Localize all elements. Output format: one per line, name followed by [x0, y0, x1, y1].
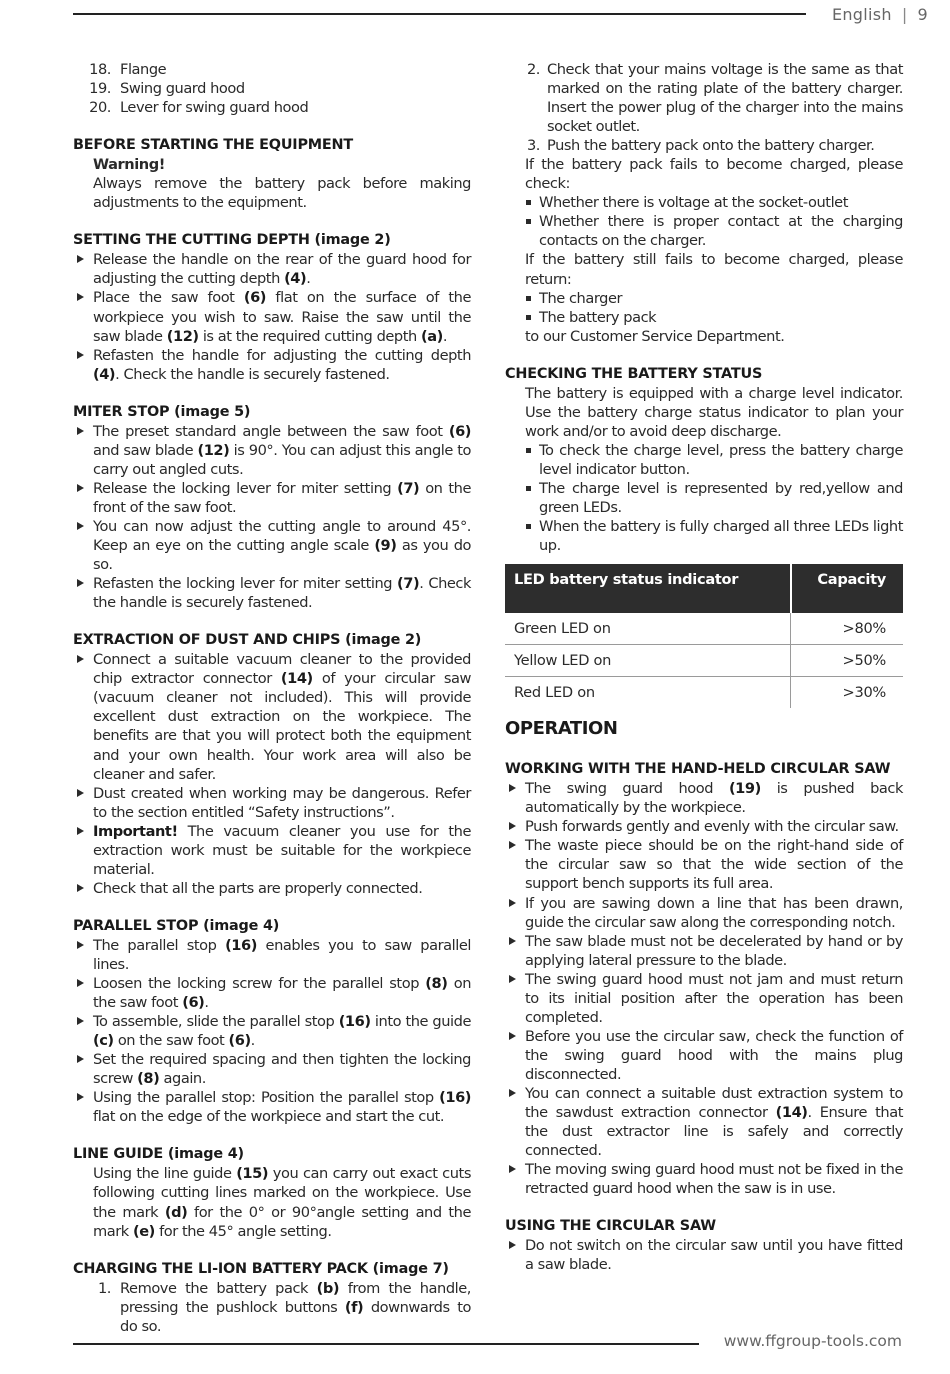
list-item: The battery pack	[525, 308, 903, 327]
list-item: 20. Lever for swing guard hood	[89, 99, 309, 117]
list-item: If you are sawing down a line that has been drawn, guide the circular saw along the corresponding notch.	[505, 894, 903, 932]
bullet-list	[505, 779, 903, 1198]
table-cell: >50%	[791, 645, 903, 677]
paragraph: to our Customer Service Department.	[525, 327, 785, 345]
section-heading: LINE GUIDE (image 4)	[73, 1146, 244, 1163]
list-item: The waste piece should be on the right-hand side of the circular saw so that the wide section of the support bench supports its full area.	[505, 836, 903, 893]
right-column	[505, 60, 903, 1274]
list-item: The charge level is represented by red,yellow and green LEDs.	[525, 479, 903, 517]
bullet-list	[73, 650, 471, 898]
column-header: LED battery status indicator	[505, 564, 791, 613]
list-item: 3. Push the battery pack onto the battery charger.	[526, 137, 875, 155]
list-item: You can connect a suitable dust extraction system to the sawdust extraction connector (14). Ensure that the dust extractor line is safely and correctly connected.	[505, 1084, 903, 1160]
section-heading: CHECKING THE BATTERY STATUS	[505, 365, 763, 382]
list-item: Check that all the parts are properly connected.	[73, 879, 471, 898]
list-item: Whether there is voltage at the socket-outlet	[525, 193, 903, 212]
list-item: Set the required spacing and then tighten the locking screw (8) again.	[73, 1050, 471, 1088]
list-item: Important! The vacuum cleaner you use for the extraction work must be suitable for the workpiece material.	[73, 822, 471, 879]
bullet-list	[505, 1236, 903, 1274]
list-item: Place the saw foot (6) flat on the surface of the workpiece you wish to saw. Raise the saw until the saw blade (12) is at the required cutting depth (a).	[73, 288, 471, 345]
header-rule	[73, 13, 806, 15]
list-item: Whether there is proper contact at the charging contacts on the charger.	[525, 212, 903, 250]
bullet-list	[73, 250, 471, 383]
chapter-heading: OPERATION	[505, 718, 618, 740]
list-item: Push forwards gently and evenly with the circular saw.	[505, 817, 903, 836]
list-item: The parallel stop (16) enables you to saw parallel lines.	[73, 936, 471, 974]
section-heading: MITER STOP (image 5)	[73, 403, 251, 420]
list-item: Connect a suitable vacuum cleaner to the provided chip extractor connector (14) of your circular saw (vacuum cleaner not included). This will provide excellent dust extraction on the workpiece. The benefits are that you will protect both the equipment and your own health. Your work area will also be cleaner and safer.	[73, 650, 471, 783]
bullet-list	[73, 936, 471, 1126]
list-item: 1. Remove the battery pack (b) from the handle, pressing the pushlock buttons (f) downwards to do so.	[97, 1279, 471, 1335]
table-cell: Red LED on	[514, 684, 595, 702]
paragraph: The battery is equipped with a charge level indicator. Use the battery charge status indicator to plan your work and/or to avoid deep discharge.	[525, 384, 903, 440]
footer-url[interactable]: www.ffgroup-tools.com	[723, 1332, 902, 1350]
bullet-list	[505, 441, 903, 555]
list-item: Before you use the circular saw, check the function of the swing guard hood with the mains plug disconnected.	[505, 1027, 903, 1084]
table-row	[505, 677, 903, 709]
list-item: The saw blade must not be decelerated by hand or by applying lateral pressure to the blade.	[505, 932, 903, 970]
section-heading: EXTRACTION OF DUST AND CHIPS (image 2)	[73, 632, 422, 649]
list-item: Using the parallel stop: Position the parallel stop (16) flat on the edge of the workpiece and start the cut.	[73, 1088, 471, 1126]
section-heading: USING THE CIRCULAR SAW	[505, 1218, 716, 1235]
list-item: The moving swing guard hood must not be fixed in the retracted guard hood when the saw is in use.	[505, 1160, 903, 1198]
list-item: 2. Check that your mains voltage is the same as that marked on the rating plate of the battery charger. Insert the power plug of the charger into the mains socket outlet.	[526, 61, 903, 136]
header-language: English	[831, 5, 892, 24]
warning-label: Warning!	[93, 156, 165, 174]
numbered-list	[505, 60, 903, 155]
table-cell: Green LED on	[505, 613, 791, 645]
section-heading: PARALLEL STOP (image 4)	[73, 917, 280, 934]
paragraph: If the battery pack fails to become charged, please check:	[525, 156, 903, 193]
left-column	[73, 60, 471, 1336]
list-item: The swing guard hood must not jam and must return to its initial position after the operation has been completed.	[505, 970, 903, 1027]
list-item: Do not switch on the circular saw until you have fitted a saw blade.	[505, 1236, 903, 1274]
list-item: Dust created when working may be dangerous. Refer to the section entitled “Safety instructions”.	[73, 784, 471, 822]
table-row	[505, 613, 903, 645]
table-row	[505, 645, 903, 677]
paragraph: If the battery still fails to become charged, please return:	[525, 251, 903, 288]
page-number: 9	[917, 5, 928, 24]
section-heading: CHARGING THE LI-ION BATTERY PACK (image 7)	[73, 1260, 449, 1277]
column-header: Capacity	[791, 564, 903, 613]
list-item: When the battery is fully charged all three LEDs light up.	[525, 517, 903, 555]
bullet-list	[505, 289, 903, 327]
list-item: Release the handle on the rear of the guard hood for adjusting the cutting depth (4).	[73, 250, 471, 288]
numbered-list	[73, 1279, 471, 1336]
table-header-row	[505, 564, 903, 613]
parts-list	[73, 60, 471, 117]
list-item: 18. Flange	[89, 61, 167, 78]
list-item: You can now adjust the cutting angle to around 45°. Keep an eye on the cutting angle scale (9) as you do so.	[73, 517, 471, 574]
bullet-list	[505, 193, 903, 250]
page-header	[832, 5, 928, 24]
list-item: Release the locking lever for miter setting (7) on the front of the saw foot.	[73, 479, 471, 517]
paragraph: Using the line guide (15) you can carry out exact cuts following cutting lines marked on the workpiece. Use the mark (d) for the 0° or 90°angle setting and the mark (e) for the 45° angle setting.	[93, 1165, 471, 1240]
section-heading: SETTING THE CUTTING DEPTH (image 2)	[73, 232, 391, 249]
footer-rule	[73, 1343, 699, 1345]
table-cell: Yellow LED on	[505, 645, 791, 677]
list-item: Refasten the locking lever for miter setting (7). Check the handle is securely fastened.	[73, 574, 471, 612]
list-item: To check the charge level, press the battery charge level indicator button.	[525, 441, 903, 479]
header-separator: |	[901, 5, 908, 24]
list-item: The charger	[525, 289, 903, 308]
led-status-table	[505, 564, 903, 708]
list-item: Refasten the handle for adjusting the cutting depth (4). Check the handle is securely fastened.	[73, 346, 471, 384]
list-item: The swing guard hood (19) is pushed back automatically by the workpiece.	[505, 779, 903, 817]
list-item: To assemble, slide the parallel stop (16) into the guide (c) on the saw foot (6).	[73, 1012, 471, 1050]
bullet-list	[73, 422, 471, 612]
list-item: The preset standard angle between the saw foot (6) and saw blade (12) is 90°. You can adjust this angle to carry out angled cuts.	[73, 422, 471, 479]
paragraph: Always remove the battery pack before making adjustments to the equipment.	[93, 175, 471, 212]
table-cell: >30%	[791, 677, 903, 709]
table-cell: >80%	[791, 613, 903, 645]
list-item: 19. Swing guard hood	[89, 80, 245, 98]
list-item: Loosen the locking screw for the parallel stop (8) on the saw foot (6).	[73, 974, 471, 1012]
section-heading: BEFORE STARTING THE EQUIPMENT	[73, 137, 354, 154]
section-heading: WORKING WITH THE HAND-HELD CIRCULAR SAW	[505, 761, 891, 778]
